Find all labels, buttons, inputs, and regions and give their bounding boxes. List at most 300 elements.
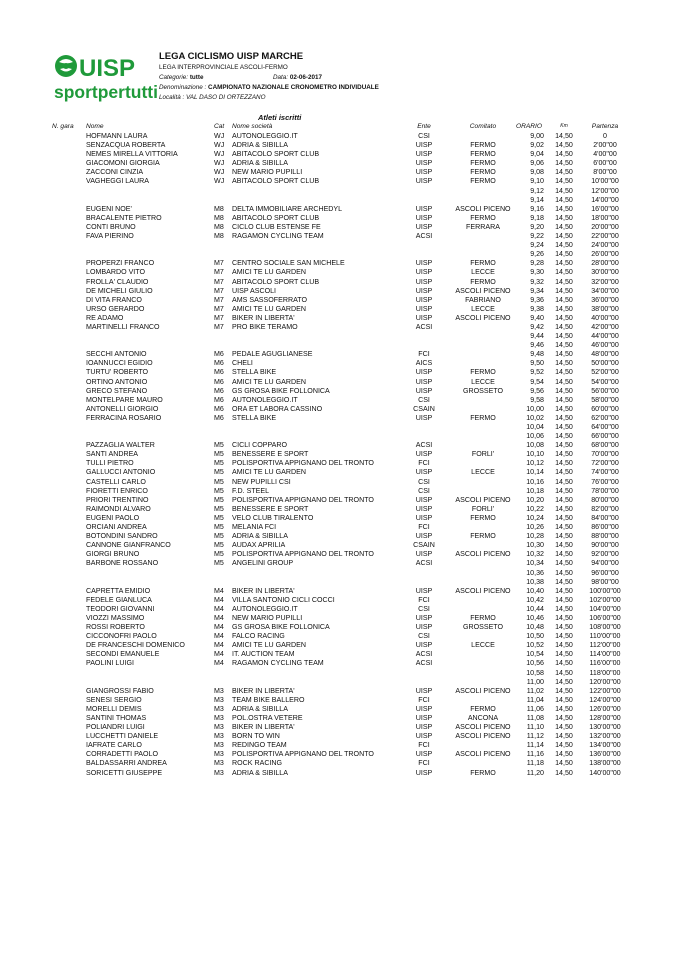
distance-km: 14,50 bbox=[555, 413, 573, 422]
start-time: 9,10 bbox=[530, 177, 544, 186]
distance-km: 14,50 bbox=[555, 641, 573, 650]
athlete-name: GIORGI BRUNO bbox=[86, 550, 140, 559]
table-row bbox=[0, 723, 679, 732]
start-offset: 84'00"00 bbox=[591, 513, 619, 522]
distance-km: 14,50 bbox=[555, 477, 573, 486]
comitato: FERMO bbox=[470, 277, 496, 286]
start-time: 10,00 bbox=[526, 404, 544, 413]
start-time: 9,56 bbox=[530, 386, 544, 395]
comitato: ASCOLI PICENO bbox=[455, 723, 511, 732]
table-row bbox=[0, 287, 679, 296]
team-name: RAGAMON CYCLING TEAM bbox=[232, 232, 324, 241]
start-time: 11,20 bbox=[526, 768, 544, 777]
comitato: FERMO bbox=[470, 613, 496, 622]
start-offset: 134'00"00 bbox=[589, 741, 621, 750]
category: M4 bbox=[214, 604, 224, 613]
start-offset: 126'00"00 bbox=[589, 704, 621, 713]
start-offset: 128'00"00 bbox=[589, 714, 621, 722]
start-time: 9,20 bbox=[530, 222, 544, 231]
distance-km: 14,50 bbox=[555, 313, 573, 322]
athlete-name: ZACCONI CINZIA bbox=[86, 168, 144, 177]
team-name: ADRIA & SIBILLA bbox=[232, 704, 288, 713]
localita-value: VAL DASO DI ORTEZZANO bbox=[185, 94, 266, 101]
athlete-name: RAIMONDI ALVARO bbox=[86, 504, 151, 513]
comitato: FERMO bbox=[470, 413, 496, 422]
start-time: 10,12 bbox=[526, 459, 544, 468]
distance-km: 14,50 bbox=[555, 132, 573, 140]
start-offset: 24'00"00 bbox=[591, 241, 619, 250]
start-time: 9,50 bbox=[530, 359, 544, 368]
ente: UISP bbox=[415, 150, 433, 159]
ente: CSI bbox=[418, 132, 430, 140]
start-offset: 16'00"00 bbox=[591, 204, 619, 213]
distance-km: 14,50 bbox=[555, 241, 573, 250]
comitato: FERMO bbox=[470, 177, 496, 186]
start-time: 9,04 bbox=[530, 150, 544, 159]
start-time: 9,14 bbox=[530, 195, 544, 204]
team-name: MELANIA FCI bbox=[232, 523, 277, 532]
ente: UISP bbox=[415, 623, 433, 632]
ente: CSI bbox=[418, 604, 430, 613]
team-name: BIKER IN LIBERTA' bbox=[232, 313, 295, 322]
table-row bbox=[0, 532, 679, 541]
col-comitato: Comitato bbox=[469, 123, 497, 130]
ente: FCI bbox=[418, 695, 430, 704]
ente: ACSI bbox=[415, 559, 433, 568]
table-row bbox=[0, 150, 679, 159]
athlete-name: ROSSI ROBERTO bbox=[86, 623, 145, 632]
start-time: 9,36 bbox=[530, 295, 544, 304]
table-row bbox=[0, 241, 679, 250]
athlete-name: BRACALENTE PIETRO bbox=[86, 213, 162, 222]
start-time: 9,40 bbox=[530, 313, 544, 322]
distance-km: 14,50 bbox=[555, 450, 573, 459]
comitato: ASCOLI PICENO bbox=[455, 686, 511, 695]
table-row bbox=[0, 678, 679, 687]
ente: UISP bbox=[415, 704, 433, 713]
distance-km: 14,50 bbox=[555, 322, 573, 331]
athlete-name: TURTU' ROBERTO bbox=[86, 368, 149, 377]
distance-km: 14,50 bbox=[555, 432, 573, 441]
table-row bbox=[0, 741, 679, 750]
table-row bbox=[0, 187, 679, 196]
ente: UISP bbox=[415, 204, 433, 213]
table-row bbox=[0, 405, 679, 414]
distance-km: 14,50 bbox=[555, 222, 573, 231]
start-offset: 40'00"00 bbox=[591, 313, 619, 322]
start-time: 9,30 bbox=[530, 268, 544, 277]
comitato: ASCOLI PICENO bbox=[455, 495, 511, 504]
ente: AICS bbox=[415, 359, 433, 368]
comitato: LECCE bbox=[471, 641, 495, 650]
start-time: 10,18 bbox=[526, 486, 544, 495]
comitato: GROSSETO bbox=[462, 623, 504, 632]
comitato: FERMO bbox=[470, 368, 496, 377]
table-row bbox=[0, 350, 679, 359]
category: M7 bbox=[214, 286, 224, 295]
start-time: 10,58 bbox=[526, 668, 544, 677]
ente: UISP bbox=[415, 586, 433, 595]
category: WJ bbox=[214, 141, 225, 150]
start-time: 10,24 bbox=[526, 513, 544, 522]
athlete-name: HOFMANN LAURA bbox=[86, 132, 148, 140]
category: M3 bbox=[214, 759, 224, 768]
start-time: 10,52 bbox=[526, 641, 544, 650]
athlete-name: ORTINO ANTONIO bbox=[86, 377, 148, 386]
team-name: ABITACOLO SPORT CLUB bbox=[232, 213, 320, 222]
category: M6 bbox=[214, 377, 224, 386]
athlete-name: BARBONE ROSSANO bbox=[86, 559, 159, 568]
distance-km: 14,50 bbox=[555, 259, 573, 268]
team-name: POLISPORTIVA APPIGNANO DEL TRONTO bbox=[232, 495, 374, 504]
col-ngara: N. gara bbox=[52, 123, 74, 130]
team-name: STELLA BIKE bbox=[232, 413, 277, 422]
table-row bbox=[0, 487, 679, 496]
distance-km: 14,50 bbox=[555, 686, 573, 695]
distance-km: 14,50 bbox=[555, 650, 573, 659]
athlete-name: URSO GERARDO bbox=[86, 304, 145, 313]
table-row bbox=[0, 378, 679, 387]
team-name: ORA ET LABORA CASSINO bbox=[232, 404, 323, 413]
distance-km: 14,50 bbox=[555, 168, 573, 177]
team-name: F.D. STEEL bbox=[232, 486, 270, 495]
ente: UISP bbox=[415, 177, 433, 186]
start-time: 10,44 bbox=[526, 604, 544, 613]
start-time: 9,58 bbox=[530, 395, 544, 404]
team-name: POLISPORTIVA APPIGNANO DEL TRONTO bbox=[232, 750, 374, 759]
table-row bbox=[0, 341, 679, 350]
team-name: PEDALE AGUGLIANESE bbox=[232, 350, 313, 359]
athlete-name: DE FRANCESCHI DOMENICO bbox=[86, 641, 185, 650]
start-time: 9,42 bbox=[530, 322, 544, 331]
ente: ACSI bbox=[415, 650, 433, 659]
ente: UISP bbox=[415, 386, 433, 395]
distance-km: 14,50 bbox=[555, 195, 573, 204]
start-offset: 26'00"00 bbox=[591, 250, 619, 259]
athlete-name: IAFRATE CARLO bbox=[86, 741, 142, 750]
start-offset: 80'00"00 bbox=[591, 495, 619, 504]
ente: UISP bbox=[415, 714, 433, 722]
start-offset: 50'00"00 bbox=[591, 359, 619, 368]
athlete-name: GRECO STEFANO bbox=[86, 386, 148, 395]
distance-km: 14,50 bbox=[555, 632, 573, 641]
team-name: VELO CLUB TIRALENTO bbox=[232, 513, 314, 522]
start-time: 11,04 bbox=[526, 695, 544, 704]
table-row bbox=[0, 205, 679, 214]
comitato: ANCONA bbox=[467, 714, 499, 722]
distance-km: 14,50 bbox=[555, 732, 573, 741]
table-row bbox=[0, 705, 679, 714]
team-name: BENESSERE E SPORT bbox=[232, 450, 309, 459]
team-name: POL.OSTRA VETERE bbox=[232, 714, 303, 722]
start-time: 10,34 bbox=[526, 559, 544, 568]
comitato: FERMO bbox=[470, 141, 496, 150]
table-row bbox=[0, 505, 679, 514]
start-offset: 22'00"00 bbox=[591, 232, 619, 241]
distance-km: 14,50 bbox=[555, 468, 573, 477]
distance-km: 14,50 bbox=[555, 204, 573, 213]
category: WJ bbox=[214, 159, 225, 168]
start-time: 10,40 bbox=[526, 586, 544, 595]
category: M6 bbox=[214, 386, 224, 395]
table-row bbox=[0, 587, 679, 596]
category: M6 bbox=[214, 359, 224, 368]
col-ente: Ente bbox=[417, 123, 431, 130]
start-time: 9,34 bbox=[530, 286, 544, 295]
distance-km: 14,50 bbox=[555, 250, 573, 259]
start-offset: 58'00"00 bbox=[591, 395, 619, 404]
comitato: FERRARA bbox=[466, 222, 500, 231]
ente: UISP bbox=[415, 377, 433, 386]
ente: UISP bbox=[415, 686, 433, 695]
table-row bbox=[0, 696, 679, 705]
comitato: FERMO bbox=[470, 259, 496, 268]
start-time: 9,02 bbox=[530, 141, 544, 150]
category: M6 bbox=[214, 413, 224, 422]
category: M4 bbox=[214, 586, 224, 595]
distance-km: 14,50 bbox=[555, 668, 573, 677]
start-time: 9,18 bbox=[530, 213, 544, 222]
table-row bbox=[0, 359, 679, 368]
ente: UISP bbox=[415, 641, 433, 650]
start-offset: 20'00"00 bbox=[591, 222, 619, 231]
table-row bbox=[0, 632, 679, 641]
distance-km: 14,50 bbox=[555, 150, 573, 159]
team-name: STELLA BIKE bbox=[232, 368, 277, 377]
athlete-name: SORICETTI GIUSEPPE bbox=[86, 768, 163, 777]
comitato: ASCOLI PICENO bbox=[455, 204, 511, 213]
athlete-name: VAGHEGGI LAURA bbox=[86, 177, 149, 186]
start-offset: 78'00"00 bbox=[591, 486, 619, 495]
athlete-name: VIOZZI MASSIMO bbox=[86, 613, 145, 622]
table-row bbox=[0, 232, 679, 241]
team-name: AMICI TE LU GARDEN bbox=[232, 468, 306, 477]
table-row bbox=[0, 614, 679, 623]
ente: UISP bbox=[415, 268, 433, 277]
comitato: ASCOLI PICENO bbox=[455, 550, 511, 559]
category: M3 bbox=[214, 768, 224, 777]
category: M5 bbox=[214, 532, 224, 541]
table-row bbox=[0, 250, 679, 259]
athlete-name: MONTELPARE MAURO bbox=[86, 395, 163, 404]
start-time: 9,22 bbox=[530, 232, 544, 241]
category: M4 bbox=[214, 623, 224, 632]
category: M8 bbox=[214, 232, 224, 241]
team-name: UISP ASCOLI bbox=[232, 286, 277, 295]
table-row bbox=[0, 396, 679, 405]
start-offset: 32'00"00 bbox=[591, 277, 619, 286]
athlete-name: TULLI PIETRO bbox=[86, 459, 134, 468]
team-name: REDINGO TEAM bbox=[232, 741, 287, 750]
comitato: FERMO bbox=[470, 513, 496, 522]
athlete-name: EUGENI NOE' bbox=[86, 204, 132, 213]
athlete-name: RE ADAMO bbox=[86, 313, 124, 322]
category: M5 bbox=[214, 513, 224, 522]
start-time: 9,08 bbox=[530, 168, 544, 177]
category: M5 bbox=[214, 559, 224, 568]
start-time: 10,14 bbox=[526, 468, 544, 477]
start-offset: 44'00"00 bbox=[591, 332, 619, 341]
category: M4 bbox=[214, 650, 224, 659]
start-time: 10,22 bbox=[526, 504, 544, 513]
comitato: GROSSETO bbox=[462, 386, 504, 395]
team-name: ROCK RACING bbox=[232, 759, 283, 768]
distance-km: 14,50 bbox=[555, 659, 573, 668]
athlete-name: SECONDI EMANUELE bbox=[86, 650, 160, 659]
athlete-name: LUCCHETTI DANIELE bbox=[86, 732, 159, 741]
team-name: AUDAX APRILIA bbox=[232, 541, 286, 550]
start-time: 9,16 bbox=[530, 204, 544, 213]
athlete-name: SENZACQUA ROBERTA bbox=[86, 141, 166, 150]
denominazione-line bbox=[159, 85, 379, 91]
start-time: 9,32 bbox=[530, 277, 544, 286]
data-label: Data: bbox=[273, 74, 289, 81]
category: M3 bbox=[214, 723, 224, 732]
category: M5 bbox=[214, 450, 224, 459]
athlete-name: BALDASSARRI ANDREA bbox=[86, 759, 167, 768]
category: M4 bbox=[214, 613, 224, 622]
comitato: FERMO bbox=[470, 159, 496, 168]
ente: UISP bbox=[415, 450, 433, 459]
category: M6 bbox=[214, 350, 224, 359]
start-time: 10,02 bbox=[526, 413, 544, 422]
category: M4 bbox=[214, 595, 224, 604]
start-offset: 104'00"00 bbox=[589, 604, 621, 613]
category: M3 bbox=[214, 686, 224, 695]
team-name: CHELI bbox=[232, 359, 253, 368]
start-time: 9,54 bbox=[530, 377, 544, 386]
table-row bbox=[0, 423, 679, 432]
start-offset: 72'00"00 bbox=[591, 459, 619, 468]
team-name: ADRIA & SIBILLA bbox=[232, 532, 288, 541]
comitato: ASCOLI PICENO bbox=[455, 750, 511, 759]
table-row bbox=[0, 387, 679, 396]
start-offset: 8'00"00 bbox=[593, 168, 617, 177]
table-row bbox=[0, 441, 679, 450]
table-row bbox=[0, 168, 679, 177]
category: M5 bbox=[214, 477, 224, 486]
start-offset: 48'00"00 bbox=[591, 350, 619, 359]
category: M5 bbox=[214, 541, 224, 550]
athlete-name: ORCIANI ANDREA bbox=[86, 523, 147, 532]
ente: FCI bbox=[418, 350, 430, 359]
start-time: 10,50 bbox=[526, 632, 544, 641]
distance-km: 14,50 bbox=[555, 304, 573, 313]
team-name: AMS SASSOFERRATO bbox=[232, 295, 308, 304]
comitato: FERMO bbox=[470, 768, 496, 777]
table-row bbox=[0, 159, 679, 168]
athlete-name: PRIORI TRENTINO bbox=[86, 495, 149, 504]
athlete-name: EUGENI PAOLO bbox=[86, 513, 140, 522]
athlete-name: CONTI BRUNO bbox=[86, 222, 136, 231]
table-row bbox=[0, 659, 679, 668]
team-name: AMICI TE LU GARDEN bbox=[232, 377, 306, 386]
distance-km: 14,50 bbox=[555, 704, 573, 713]
table-row bbox=[0, 478, 679, 487]
table-row bbox=[0, 605, 679, 614]
ente: UISP bbox=[415, 513, 433, 522]
ente: UISP bbox=[415, 468, 433, 477]
comitato: LECCE bbox=[471, 304, 495, 313]
table-row bbox=[0, 332, 679, 341]
start-offset: 98'00"00 bbox=[591, 577, 619, 586]
team-name: PRO BIKE TERAMO bbox=[232, 322, 298, 331]
start-time: 10,38 bbox=[526, 577, 544, 586]
ente: UISP bbox=[415, 213, 433, 222]
ente: UISP bbox=[415, 495, 433, 504]
table-row bbox=[0, 578, 679, 587]
team-name: VILLA SANTONIO CICLI COCCI bbox=[232, 595, 335, 604]
athlete-name: PAOLINI LUIGI bbox=[86, 659, 134, 668]
category: M5 bbox=[214, 504, 224, 513]
team-name: AUTONOLEGGIO.IT bbox=[232, 395, 298, 404]
start-offset: 12'00"00 bbox=[591, 186, 619, 195]
athlete-name: TEODORI GIOVANNI bbox=[86, 604, 155, 613]
team-name: ABITACOLO SPORT CLUB bbox=[232, 177, 320, 186]
start-offset: 42'00"00 bbox=[591, 322, 619, 331]
category: M6 bbox=[214, 368, 224, 377]
distance-km: 14,50 bbox=[555, 623, 573, 632]
start-time: 10,04 bbox=[526, 423, 544, 431]
distance-km: 14,50 bbox=[555, 513, 573, 522]
ente: UISP bbox=[415, 750, 433, 759]
athlete-name: FERRACINA ROSARIO bbox=[86, 413, 162, 422]
start-offset: 118'00"00 bbox=[589, 668, 621, 677]
localita-label: Località : bbox=[159, 94, 185, 101]
org-subtitle: LEGA INTERPROVINCIALE ASCOLI-FERMO bbox=[159, 64, 288, 71]
distance-km: 14,50 bbox=[555, 695, 573, 704]
ente: CSI bbox=[418, 632, 430, 641]
start-offset: 56'00"00 bbox=[591, 386, 619, 395]
start-offset: 106'00"00 bbox=[589, 613, 621, 622]
distance-km: 14,50 bbox=[555, 586, 573, 595]
logo-wordmark: UISP bbox=[79, 55, 136, 82]
category: M3 bbox=[214, 695, 224, 704]
start-time: 11,00 bbox=[526, 677, 544, 686]
start-offset: 54'00"00 bbox=[591, 377, 619, 386]
athlete-name: SENESI SERGIO bbox=[86, 695, 142, 704]
start-offset: 88'00"00 bbox=[591, 532, 619, 541]
category: M3 bbox=[214, 750, 224, 759]
ente: UISP bbox=[415, 313, 433, 322]
team-name: CENTRO SOCIALE SAN MICHELE bbox=[232, 259, 345, 268]
start-offset: 64'00"00 bbox=[591, 423, 619, 431]
athlete-name: GALLUCCI ANTONIO bbox=[86, 468, 156, 477]
athlete-table bbox=[0, 132, 679, 778]
athlete-name: CORRADETTI PAOLO bbox=[86, 750, 158, 759]
distance-km: 14,50 bbox=[555, 441, 573, 450]
start-time: 11,08 bbox=[526, 714, 544, 722]
team-name: AMICI TE LU GARDEN bbox=[232, 268, 306, 277]
distance-km: 14,50 bbox=[555, 213, 573, 222]
org-title: LEGA CICLISMO UISP MARCHE bbox=[159, 51, 304, 62]
col-nome: Nome bbox=[86, 123, 104, 130]
data-value: 02-06-2017 bbox=[289, 74, 323, 81]
comitato: LECCE bbox=[471, 268, 495, 277]
category: M5 bbox=[214, 550, 224, 559]
start-offset: 46'00"00 bbox=[591, 341, 619, 350]
start-offset: 116'00"00 bbox=[589, 659, 621, 668]
table-row bbox=[0, 468, 679, 477]
start-offset: 100'00"00 bbox=[589, 586, 621, 595]
comitato: FERMO bbox=[470, 168, 496, 177]
athlete-name: POLIANDRI LUIGI bbox=[86, 723, 145, 732]
start-time: 10,16 bbox=[526, 477, 544, 486]
athlete-name: GIACOMONI GIORGIA bbox=[86, 159, 160, 168]
distance-km: 14,50 bbox=[555, 759, 573, 768]
start-time: 10,26 bbox=[526, 523, 544, 532]
team-name: ANGELINI GROUP bbox=[232, 559, 294, 568]
